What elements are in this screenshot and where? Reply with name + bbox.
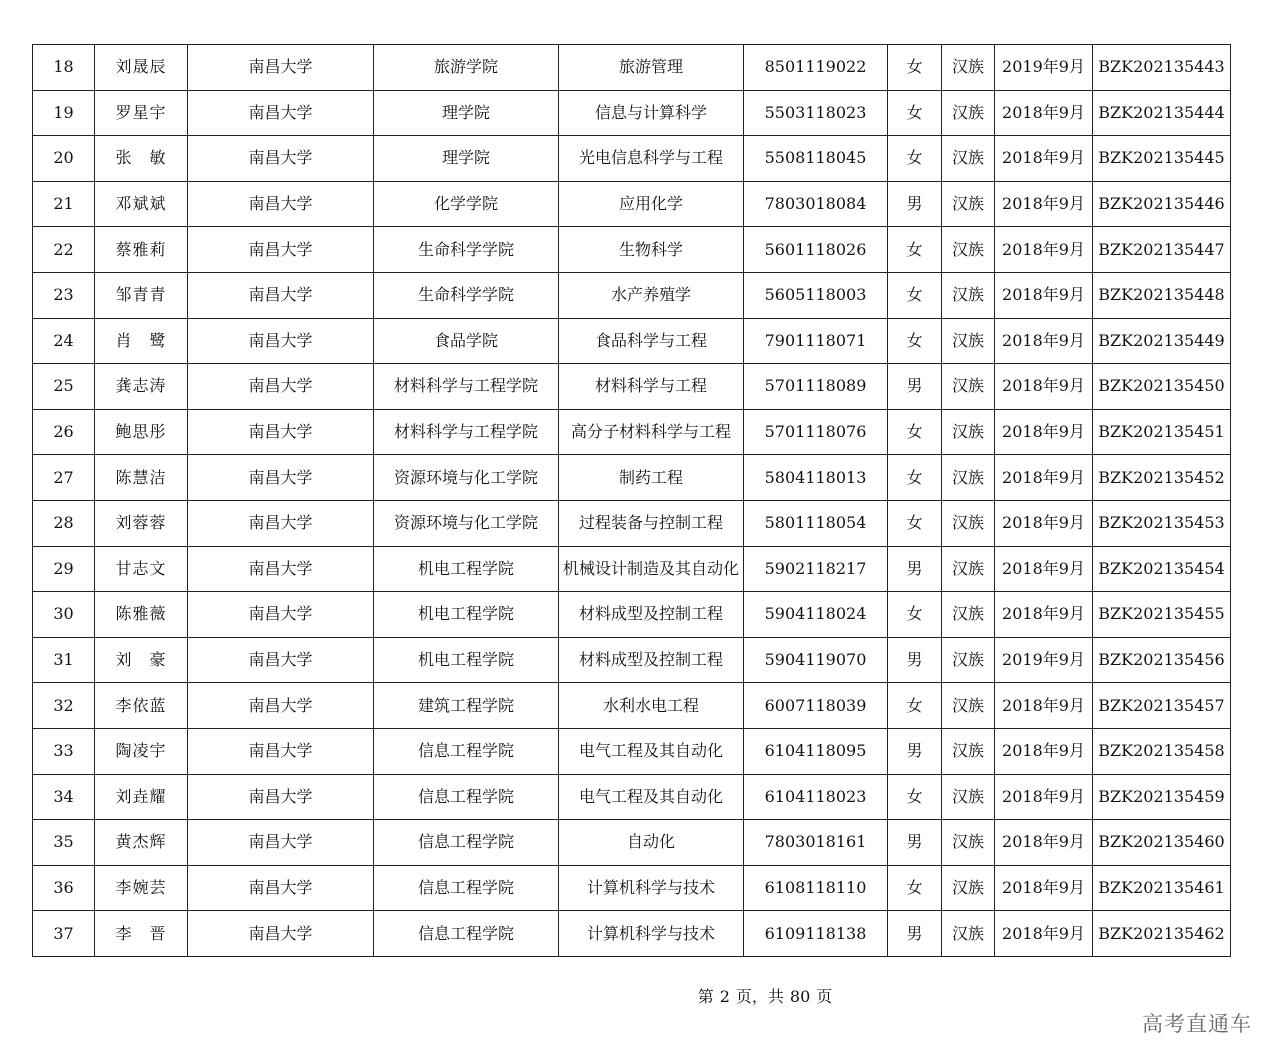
cell-university: 南昌大学 bbox=[188, 90, 374, 136]
cell-enrollment-date: 2018年9月 bbox=[995, 318, 1093, 364]
cell-enrollment-date: 2018年9月 bbox=[995, 911, 1093, 957]
cell-major: 水利水电工程 bbox=[559, 683, 744, 729]
cell-major: 过程装备与控制工程 bbox=[559, 500, 744, 546]
cell-student-id: 6104118095 bbox=[744, 728, 888, 774]
cell-certificate-number: BZK202135455 bbox=[1093, 592, 1231, 638]
cell-gender: 男 bbox=[888, 637, 942, 683]
cell-enrollment-date: 2018年9月 bbox=[995, 181, 1093, 227]
cell-major: 制药工程 bbox=[559, 455, 744, 501]
page-mid: 页，共 bbox=[735, 987, 784, 1006]
cell-ethnicity: 汉族 bbox=[942, 592, 995, 638]
cell-student-id: 7901118071 bbox=[744, 318, 888, 364]
cell-certificate-number: BZK202135451 bbox=[1093, 409, 1231, 455]
cell-major: 机械设计制造及其自动化 bbox=[559, 546, 744, 592]
cell-enrollment-date: 2018年9月 bbox=[995, 774, 1093, 820]
cell-name: 张 敏 bbox=[95, 136, 188, 182]
cell-ethnicity: 汉族 bbox=[942, 181, 995, 227]
cell-name: 李依蓝 bbox=[95, 683, 188, 729]
cell-enrollment-date: 2018年9月 bbox=[995, 500, 1093, 546]
cell-certificate-number: BZK202135443 bbox=[1093, 45, 1231, 91]
cell-gender: 女 bbox=[888, 865, 942, 911]
cell-row-number: 18 bbox=[33, 45, 95, 91]
cell-name: 龚志涛 bbox=[95, 364, 188, 410]
cell-university: 南昌大学 bbox=[188, 500, 374, 546]
cell-student-id: 6007118039 bbox=[744, 683, 888, 729]
cell-university: 南昌大学 bbox=[188, 592, 374, 638]
table-row bbox=[33, 409, 1231, 455]
cell-name: 李婉芸 bbox=[95, 865, 188, 911]
cell-college: 材料科学与工程学院 bbox=[374, 409, 559, 455]
cell-major: 材料成型及控制工程 bbox=[559, 637, 744, 683]
cell-ethnicity: 汉族 bbox=[942, 318, 995, 364]
cell-college: 生命科学学院 bbox=[374, 272, 559, 318]
cell-university: 南昌大学 bbox=[188, 318, 374, 364]
cell-row-number: 33 bbox=[33, 728, 95, 774]
cell-college: 理学院 bbox=[374, 90, 559, 136]
cell-certificate-number: BZK202135446 bbox=[1093, 181, 1231, 227]
page-footer bbox=[0, 984, 1280, 1007]
cell-row-number: 31 bbox=[33, 637, 95, 683]
cell-gender: 男 bbox=[888, 820, 942, 866]
cell-major: 计算机科学与技术 bbox=[559, 911, 744, 957]
cell-college: 机电工程学院 bbox=[374, 592, 559, 638]
cell-ethnicity: 汉族 bbox=[942, 637, 995, 683]
cell-college: 信息工程学院 bbox=[374, 865, 559, 911]
cell-student-id: 5801118054 bbox=[744, 500, 888, 546]
cell-row-number: 20 bbox=[33, 136, 95, 182]
cell-ethnicity: 汉族 bbox=[942, 911, 995, 957]
cell-major: 自动化 bbox=[559, 820, 744, 866]
cell-college: 信息工程学院 bbox=[374, 728, 559, 774]
cell-university: 南昌大学 bbox=[188, 227, 374, 273]
cell-gender: 女 bbox=[888, 136, 942, 182]
cell-name: 陈慧洁 bbox=[95, 455, 188, 501]
cell-gender: 男 bbox=[888, 364, 942, 410]
cell-name: 陈雅薇 bbox=[95, 592, 188, 638]
cell-row-number: 23 bbox=[33, 272, 95, 318]
cell-university: 南昌大学 bbox=[188, 865, 374, 911]
cell-enrollment-date: 2018年9月 bbox=[995, 592, 1093, 638]
cell-college: 资源环境与化工学院 bbox=[374, 500, 559, 546]
cell-major: 光电信息科学与工程 bbox=[559, 136, 744, 182]
cell-gender: 女 bbox=[888, 774, 942, 820]
cell-ethnicity: 汉族 bbox=[942, 227, 995, 273]
cell-student-id: 5701118076 bbox=[744, 409, 888, 455]
cell-gender: 男 bbox=[888, 911, 942, 957]
cell-name: 邓斌斌 bbox=[95, 181, 188, 227]
table-row bbox=[33, 728, 1231, 774]
cell-name: 李 晋 bbox=[95, 911, 188, 957]
cell-college: 建筑工程学院 bbox=[374, 683, 559, 729]
table-row bbox=[33, 318, 1231, 364]
cell-ethnicity: 汉族 bbox=[942, 683, 995, 729]
cell-student-id: 5804118013 bbox=[744, 455, 888, 501]
cell-name: 甘志文 bbox=[95, 546, 188, 592]
cell-college: 信息工程学院 bbox=[374, 774, 559, 820]
cell-college: 理学院 bbox=[374, 136, 559, 182]
cell-row-number: 30 bbox=[33, 592, 95, 638]
table-row bbox=[33, 865, 1231, 911]
cell-college: 机电工程学院 bbox=[374, 546, 559, 592]
cell-major: 信息与计算科学 bbox=[559, 90, 744, 136]
table-row bbox=[33, 181, 1231, 227]
cell-ethnicity: 汉族 bbox=[942, 136, 995, 182]
cell-ethnicity: 汉族 bbox=[942, 45, 995, 91]
cell-college: 食品学院 bbox=[374, 318, 559, 364]
cell-ethnicity: 汉族 bbox=[942, 728, 995, 774]
cell-student-id: 5605118003 bbox=[744, 272, 888, 318]
cell-student-id: 5701118089 bbox=[744, 364, 888, 410]
table-row bbox=[33, 683, 1231, 729]
cell-university: 南昌大学 bbox=[188, 136, 374, 182]
cell-major: 水产养殖学 bbox=[559, 272, 744, 318]
cell-certificate-number: BZK202135460 bbox=[1093, 820, 1231, 866]
cell-university: 南昌大学 bbox=[188, 409, 374, 455]
table-row bbox=[33, 364, 1231, 410]
cell-gender: 女 bbox=[888, 90, 942, 136]
cell-ethnicity: 汉族 bbox=[942, 774, 995, 820]
cell-student-id: 5904118024 bbox=[744, 592, 888, 638]
cell-enrollment-date: 2018年9月 bbox=[995, 409, 1093, 455]
cell-row-number: 36 bbox=[33, 865, 95, 911]
table-row bbox=[33, 637, 1231, 683]
cell-certificate-number: BZK202135462 bbox=[1093, 911, 1231, 957]
cell-certificate-number: BZK202135444 bbox=[1093, 90, 1231, 136]
cell-university: 南昌大学 bbox=[188, 728, 374, 774]
cell-certificate-number: BZK202135454 bbox=[1093, 546, 1231, 592]
table-row bbox=[33, 45, 1231, 91]
cell-row-number: 27 bbox=[33, 455, 95, 501]
cell-university: 南昌大学 bbox=[188, 364, 374, 410]
cell-row-number: 34 bbox=[33, 774, 95, 820]
cell-student-id: 5904119070 bbox=[744, 637, 888, 683]
cell-enrollment-date: 2019年9月 bbox=[995, 45, 1093, 91]
table-row bbox=[33, 455, 1231, 501]
cell-name: 蔡雅莉 bbox=[95, 227, 188, 273]
cell-certificate-number: BZK202135449 bbox=[1093, 318, 1231, 364]
cell-student-id: 6104118023 bbox=[744, 774, 888, 820]
cell-university: 南昌大学 bbox=[188, 637, 374, 683]
cell-major: 电气工程及其自动化 bbox=[559, 728, 744, 774]
cell-university: 南昌大学 bbox=[188, 455, 374, 501]
cell-name: 邹青青 bbox=[95, 272, 188, 318]
cell-enrollment-date: 2018年9月 bbox=[995, 728, 1093, 774]
cell-enrollment-date: 2018年9月 bbox=[995, 272, 1093, 318]
cell-university: 南昌大学 bbox=[188, 272, 374, 318]
cell-gender: 男 bbox=[888, 546, 942, 592]
cell-ethnicity: 汉族 bbox=[942, 500, 995, 546]
cell-gender: 男 bbox=[888, 181, 942, 227]
cell-certificate-number: BZK202135456 bbox=[1093, 637, 1231, 683]
cell-certificate-number: BZK202135447 bbox=[1093, 227, 1231, 273]
cell-row-number: 26 bbox=[33, 409, 95, 455]
cell-gender: 女 bbox=[888, 272, 942, 318]
cell-row-number: 28 bbox=[33, 500, 95, 546]
table-row bbox=[33, 136, 1231, 182]
cell-ethnicity: 汉族 bbox=[942, 820, 995, 866]
table-row bbox=[33, 592, 1231, 638]
cell-enrollment-date: 2018年9月 bbox=[995, 227, 1093, 273]
table-row bbox=[33, 500, 1231, 546]
cell-enrollment-date: 2018年9月 bbox=[995, 865, 1093, 911]
cell-certificate-number: BZK202135445 bbox=[1093, 136, 1231, 182]
table-row bbox=[33, 272, 1231, 318]
cell-enrollment-date: 2018年9月 bbox=[995, 683, 1093, 729]
cell-college: 生命科学学院 bbox=[374, 227, 559, 273]
cell-college: 资源环境与化工学院 bbox=[374, 455, 559, 501]
roster-table bbox=[32, 44, 1231, 957]
cell-student-id: 6109118138 bbox=[744, 911, 888, 957]
cell-row-number: 29 bbox=[33, 546, 95, 592]
cell-row-number: 22 bbox=[33, 227, 95, 273]
roster-table-body bbox=[33, 45, 1231, 957]
cell-name: 陶凌宇 bbox=[95, 728, 188, 774]
cell-ethnicity: 汉族 bbox=[942, 90, 995, 136]
page-current: 2 bbox=[719, 987, 730, 1006]
cell-gender: 女 bbox=[888, 683, 942, 729]
cell-name: 黄杰辉 bbox=[95, 820, 188, 866]
page-total: 80 bbox=[789, 987, 811, 1006]
cell-enrollment-date: 2018年9月 bbox=[995, 546, 1093, 592]
cell-enrollment-date: 2018年9月 bbox=[995, 90, 1093, 136]
cell-row-number: 25 bbox=[33, 364, 95, 410]
table-row bbox=[33, 546, 1231, 592]
cell-row-number: 19 bbox=[33, 90, 95, 136]
cell-major: 应用化学 bbox=[559, 181, 744, 227]
cell-university: 南昌大学 bbox=[188, 911, 374, 957]
cell-certificate-number: BZK202135459 bbox=[1093, 774, 1231, 820]
cell-enrollment-date: 2018年9月 bbox=[995, 820, 1093, 866]
cell-student-id: 6108118110 bbox=[744, 865, 888, 911]
cell-gender: 女 bbox=[888, 409, 942, 455]
cell-name: 刘 豪 bbox=[95, 637, 188, 683]
cell-gender: 女 bbox=[888, 45, 942, 91]
cell-enrollment-date: 2018年9月 bbox=[995, 136, 1093, 182]
cell-ethnicity: 汉族 bbox=[942, 455, 995, 501]
cell-university: 南昌大学 bbox=[188, 820, 374, 866]
cell-college: 机电工程学院 bbox=[374, 637, 559, 683]
cell-certificate-number: BZK202135461 bbox=[1093, 865, 1231, 911]
cell-gender: 女 bbox=[888, 592, 942, 638]
cell-major: 食品科学与工程 bbox=[559, 318, 744, 364]
cell-major: 生物科学 bbox=[559, 227, 744, 273]
cell-ethnicity: 汉族 bbox=[942, 865, 995, 911]
cell-certificate-number: BZK202135452 bbox=[1093, 455, 1231, 501]
cell-ethnicity: 汉族 bbox=[942, 546, 995, 592]
cell-ethnicity: 汉族 bbox=[942, 272, 995, 318]
cell-university: 南昌大学 bbox=[188, 181, 374, 227]
cell-college: 旅游学院 bbox=[374, 45, 559, 91]
cell-row-number: 21 bbox=[33, 181, 95, 227]
page-prefix: 第 bbox=[697, 987, 714, 1006]
table-row bbox=[33, 90, 1231, 136]
cell-gender: 男 bbox=[888, 728, 942, 774]
cell-university: 南昌大学 bbox=[188, 546, 374, 592]
cell-certificate-number: BZK202135458 bbox=[1093, 728, 1231, 774]
cell-name: 鲍思彤 bbox=[95, 409, 188, 455]
cell-row-number: 37 bbox=[33, 911, 95, 957]
cell-college: 信息工程学院 bbox=[374, 911, 559, 957]
cell-student-id: 7803018084 bbox=[744, 181, 888, 227]
cell-college: 化学学院 bbox=[374, 181, 559, 227]
cell-row-number: 24 bbox=[33, 318, 95, 364]
cell-enrollment-date: 2019年9月 bbox=[995, 637, 1093, 683]
cell-student-id: 5508118045 bbox=[744, 136, 888, 182]
cell-name: 刘晟辰 bbox=[95, 45, 188, 91]
cell-certificate-number: BZK202135450 bbox=[1093, 364, 1231, 410]
table-row bbox=[33, 774, 1231, 820]
cell-gender: 女 bbox=[888, 500, 942, 546]
cell-major: 高分子材料科学与工程 bbox=[559, 409, 744, 455]
cell-college: 信息工程学院 bbox=[374, 820, 559, 866]
cell-major: 电气工程及其自动化 bbox=[559, 774, 744, 820]
cell-major: 材料成型及控制工程 bbox=[559, 592, 744, 638]
cell-gender: 女 bbox=[888, 227, 942, 273]
cell-student-id: 5601118026 bbox=[744, 227, 888, 273]
cell-university: 南昌大学 bbox=[188, 683, 374, 729]
table-row bbox=[33, 227, 1231, 273]
cell-ethnicity: 汉族 bbox=[942, 364, 995, 410]
cell-enrollment-date: 2018年9月 bbox=[995, 364, 1093, 410]
cell-row-number: 32 bbox=[33, 683, 95, 729]
cell-major: 计算机科学与技术 bbox=[559, 865, 744, 911]
cell-certificate-number: BZK202135457 bbox=[1093, 683, 1231, 729]
cell-major: 材料科学与工程 bbox=[559, 364, 744, 410]
cell-college: 材料科学与工程学院 bbox=[374, 364, 559, 410]
cell-name: 刘蓉蓉 bbox=[95, 500, 188, 546]
cell-university: 南昌大学 bbox=[188, 774, 374, 820]
cell-student-id: 8501119022 bbox=[744, 45, 888, 91]
cell-name: 肖 鹭 bbox=[95, 318, 188, 364]
cell-gender: 女 bbox=[888, 318, 942, 364]
cell-name: 罗星宇 bbox=[95, 90, 188, 136]
cell-certificate-number: BZK202135453 bbox=[1093, 500, 1231, 546]
table-row bbox=[33, 911, 1231, 957]
watermark: 高考直通车 bbox=[1142, 1012, 1252, 1036]
cell-student-id: 5503118023 bbox=[744, 90, 888, 136]
page-suffix: 页 bbox=[816, 987, 833, 1006]
cell-ethnicity: 汉族 bbox=[942, 409, 995, 455]
cell-enrollment-date: 2018年9月 bbox=[995, 455, 1093, 501]
cell-name: 刘垚耀 bbox=[95, 774, 188, 820]
cell-major: 旅游管理 bbox=[559, 45, 744, 91]
roster-sheet bbox=[32, 44, 1225, 957]
cell-certificate-number: BZK202135448 bbox=[1093, 272, 1231, 318]
cell-university: 南昌大学 bbox=[188, 45, 374, 91]
cell-student-id: 7803018161 bbox=[744, 820, 888, 866]
cell-row-number: 35 bbox=[33, 820, 95, 866]
cell-student-id: 5902118217 bbox=[744, 546, 888, 592]
cell-gender: 女 bbox=[888, 455, 942, 501]
table-row bbox=[33, 820, 1231, 866]
